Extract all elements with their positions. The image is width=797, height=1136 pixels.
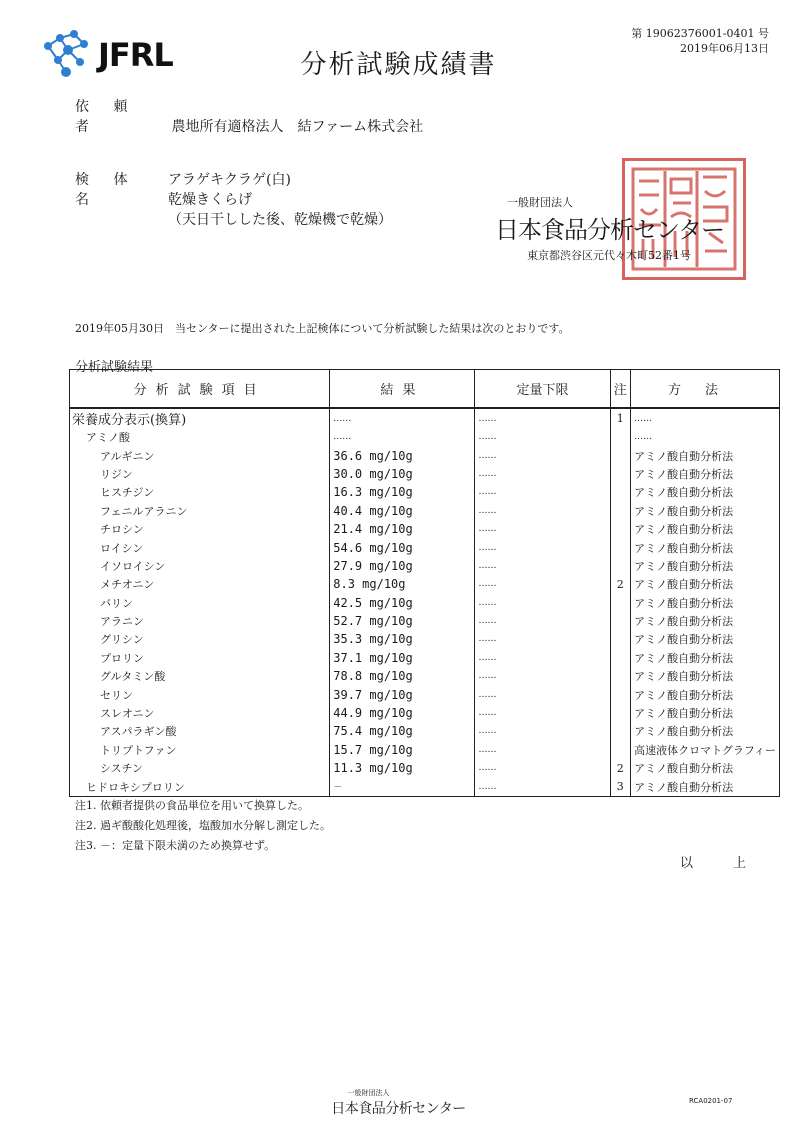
- note-cell: [610, 520, 631, 538]
- item-cell: シスチン: [70, 759, 330, 777]
- item-cell: 栄養成分表示(換算): [70, 408, 330, 428]
- sample-block: [75, 170, 392, 230]
- item-cell: セリン: [70, 685, 330, 703]
- method-cell: アミノ酸自動分析法: [631, 446, 780, 464]
- method-cell: アミノ酸自動分析法: [631, 759, 780, 777]
- note-cell: [610, 446, 631, 464]
- method-cell: アミノ酸自動分析法: [631, 557, 780, 575]
- limit-cell: ……: [475, 408, 610, 428]
- reference-number: 第 19062376001-0401 号: [631, 27, 769, 40]
- table-row: [70, 575, 780, 593]
- note-cell: 2: [610, 575, 631, 593]
- method-cell: ……: [631, 408, 780, 428]
- limit-cell: ……: [475, 649, 610, 667]
- note-cell: [610, 667, 631, 685]
- limit-cell: ……: [475, 594, 610, 612]
- method-cell: アミノ酸自動分析法: [631, 704, 780, 722]
- table-row: [70, 594, 780, 612]
- item-cell: グルタミン酸: [70, 667, 330, 685]
- header-note: 注: [610, 370, 631, 409]
- header-method: 方法: [631, 370, 780, 409]
- result-cell: 35.3 mg/10g: [330, 630, 475, 648]
- item-cell: トリプトファン: [70, 741, 330, 759]
- note-cell: 1: [610, 408, 631, 428]
- organization-name: 日本食品分析センター: [495, 216, 725, 244]
- item-cell: チロシン: [70, 520, 330, 538]
- method-cell: 高速液体クロマトグラフィー: [631, 741, 780, 759]
- document-title: 分析試験成績書: [300, 50, 497, 80]
- item-cell: バリン: [70, 594, 330, 612]
- method-cell: アミノ酸自動分析法: [631, 722, 780, 740]
- item-cell: アルギニン: [70, 446, 330, 464]
- limit-cell: ……: [475, 612, 610, 630]
- table-row: [70, 428, 780, 446]
- result-cell: 44.9 mg/10g: [330, 704, 475, 722]
- table-row: [70, 520, 780, 538]
- method-cell: アミノ酸自動分析法: [631, 667, 780, 685]
- table-row: [70, 685, 780, 703]
- item-cell: ヒドロキシプロリン: [70, 777, 330, 796]
- note-cell: [610, 704, 631, 722]
- section-title: 分析試験結果: [75, 360, 154, 375]
- table-row: [70, 667, 780, 685]
- form-code: RCA0201-07: [689, 1097, 733, 1105]
- table-row: [70, 408, 780, 428]
- item-cell: スレオニン: [70, 704, 330, 722]
- item-cell: イソロイシン: [70, 557, 330, 575]
- note-line: 注2. 過ギ酸酸化処理後，塩酸加水分解し測定した。: [75, 819, 331, 832]
- note-cell: [610, 722, 631, 740]
- note-cell: [610, 483, 631, 501]
- footer-org-name: 日本食品分析センター: [331, 1101, 466, 1117]
- footer-organization: [0, 1088, 797, 1118]
- limit-cell: ……: [475, 685, 610, 703]
- method-cell: アミノ酸自動分析法: [631, 502, 780, 520]
- note-line: 注3. －：定量下限未満のため換算せず。: [75, 839, 276, 852]
- sample-line: 乾燥きくらげ: [168, 192, 252, 208]
- result-cell: 30.0 mg/10g: [330, 465, 475, 483]
- table-row: [70, 446, 780, 464]
- result-cell: 75.4 mg/10g: [330, 722, 475, 740]
- limit-cell: ……: [475, 520, 610, 538]
- table-row: [70, 465, 780, 483]
- table-row: [70, 759, 780, 777]
- limit-cell: ……: [475, 557, 610, 575]
- note-cell: [610, 649, 631, 667]
- note-line: 注1. 依頼者提供の食品単位を用いて換算した。: [75, 799, 309, 812]
- method-cell: アミノ酸自動分析法: [631, 520, 780, 538]
- note-cell: [610, 465, 631, 483]
- method-cell: アミノ酸自動分析法: [631, 630, 780, 648]
- item-cell: アミノ酸: [70, 428, 330, 446]
- item-cell: フェニルアラニン: [70, 502, 330, 520]
- result-cell: 15.7 mg/10g: [330, 741, 475, 759]
- method-cell: アミノ酸自動分析法: [631, 612, 780, 630]
- organization-address: 東京都渋谷区元代々木町52番1号: [527, 249, 691, 262]
- result-cell: 37.1 mg/10g: [330, 649, 475, 667]
- result-cell: 39.7 mg/10g: [330, 685, 475, 703]
- note-cell: [610, 428, 631, 446]
- limit-cell: ……: [475, 428, 610, 446]
- limit-cell: ……: [475, 502, 610, 520]
- limit-cell: ……: [475, 667, 610, 685]
- item-cell: アラニン: [70, 612, 330, 630]
- organization-type: 一般財団法人: [507, 196, 573, 209]
- result-cell: 54.6 mg/10g: [330, 538, 475, 556]
- result-cell: 36.6 mg/10g: [330, 446, 475, 464]
- header-result: 結果: [330, 370, 475, 409]
- result-cell: 40.4 mg/10g: [330, 502, 475, 520]
- note-cell: 2: [610, 759, 631, 777]
- result-cell: 42.5 mg/10g: [330, 594, 475, 612]
- table-row: [70, 557, 780, 575]
- table-row: [70, 741, 780, 759]
- table-row: [70, 612, 780, 630]
- method-cell: アミノ酸自動分析法: [631, 594, 780, 612]
- method-cell: アミノ酸自動分析法: [631, 575, 780, 593]
- item-cell: ロイシン: [70, 538, 330, 556]
- note-cell: [610, 630, 631, 648]
- result-cell: 8.3 mg/10g: [330, 575, 475, 593]
- table-header-row: [70, 370, 780, 409]
- item-cell: プロリン: [70, 649, 330, 667]
- limit-cell: ……: [475, 446, 610, 464]
- sample-label: 検 体 名: [75, 172, 138, 208]
- limit-cell: ……: [475, 759, 610, 777]
- item-cell: ヒスチジン: [70, 483, 330, 501]
- method-cell: アミノ酸自動分析法: [631, 685, 780, 703]
- method-cell: アミノ酸自動分析法: [631, 465, 780, 483]
- method-cell: ……: [631, 428, 780, 446]
- item-cell: アスパラギン酸: [70, 722, 330, 740]
- table-row: [70, 483, 780, 501]
- note-cell: [610, 594, 631, 612]
- client-label: 依 頼 者: [75, 99, 138, 135]
- note-cell: [610, 685, 631, 703]
- table-row: [70, 722, 780, 740]
- method-cell: アミノ酸自動分析法: [631, 483, 780, 501]
- result-cell: －: [330, 777, 475, 796]
- sample-line: アラゲキクラゲ(白): [168, 172, 291, 188]
- limit-cell: ……: [475, 630, 610, 648]
- header-limit: 定量下限: [475, 370, 610, 409]
- result-cell: ……: [330, 408, 475, 428]
- table-row: [70, 538, 780, 556]
- header-item: 分析試験項目: [70, 370, 330, 409]
- logo-text: JFRL: [98, 36, 173, 74]
- table-row: [70, 704, 780, 722]
- note-cell: [610, 538, 631, 556]
- limit-cell: ……: [475, 704, 610, 722]
- method-cell: アミノ酸自動分析法: [631, 538, 780, 556]
- limit-cell: ……: [475, 538, 610, 556]
- item-cell: メチオニン: [70, 575, 330, 593]
- limit-cell: ……: [475, 483, 610, 501]
- limit-cell: ……: [475, 777, 610, 796]
- limit-cell: ……: [475, 465, 610, 483]
- result-cell: 21.4 mg/10g: [330, 520, 475, 538]
- reference-block: [631, 26, 769, 56]
- table-row: [70, 777, 780, 796]
- table-row: [70, 630, 780, 648]
- note-cell: [610, 741, 631, 759]
- method-cell: アミノ酸自動分析法: [631, 649, 780, 667]
- note-cell: [610, 502, 631, 520]
- limit-cell: ……: [475, 741, 610, 759]
- method-cell: アミノ酸自動分析法: [631, 777, 780, 796]
- item-cell: リジン: [70, 465, 330, 483]
- sample-line: （天日干しした後、乾燥機で乾燥）: [168, 212, 392, 228]
- result-cell: 11.3 mg/10g: [330, 759, 475, 777]
- notes-block: [75, 796, 331, 856]
- closing-mark: 以 上: [680, 856, 765, 871]
- table-row: [70, 502, 780, 520]
- client-row: [75, 96, 423, 136]
- note-cell: [610, 557, 631, 575]
- result-cell: 27.9 mg/10g: [330, 557, 475, 575]
- footer-org-type: 一般財団法人: [347, 1089, 390, 1097]
- limit-cell: ……: [475, 722, 610, 740]
- organization-block: [495, 194, 724, 263]
- result-cell: 16.3 mg/10g: [330, 483, 475, 501]
- result-cell: 78.8 mg/10g: [330, 667, 475, 685]
- limit-cell: ……: [475, 575, 610, 593]
- result-cell: 52.7 mg/10g: [330, 612, 475, 630]
- intro-text: 2019年05月30日 当センターに提出された上記検体について分析試験した結果は次のとおりです。: [75, 322, 570, 335]
- item-cell: グリシン: [70, 630, 330, 648]
- issue-date: 2019年06月13日: [680, 42, 769, 55]
- table-row: [70, 649, 780, 667]
- results-table: [69, 369, 780, 797]
- note-cell: [610, 612, 631, 630]
- client-value: 農地所有適格法人 結ファーム株式会社: [171, 119, 424, 135]
- result-cell: ……: [330, 428, 475, 446]
- note-cell: 3: [610, 777, 631, 796]
